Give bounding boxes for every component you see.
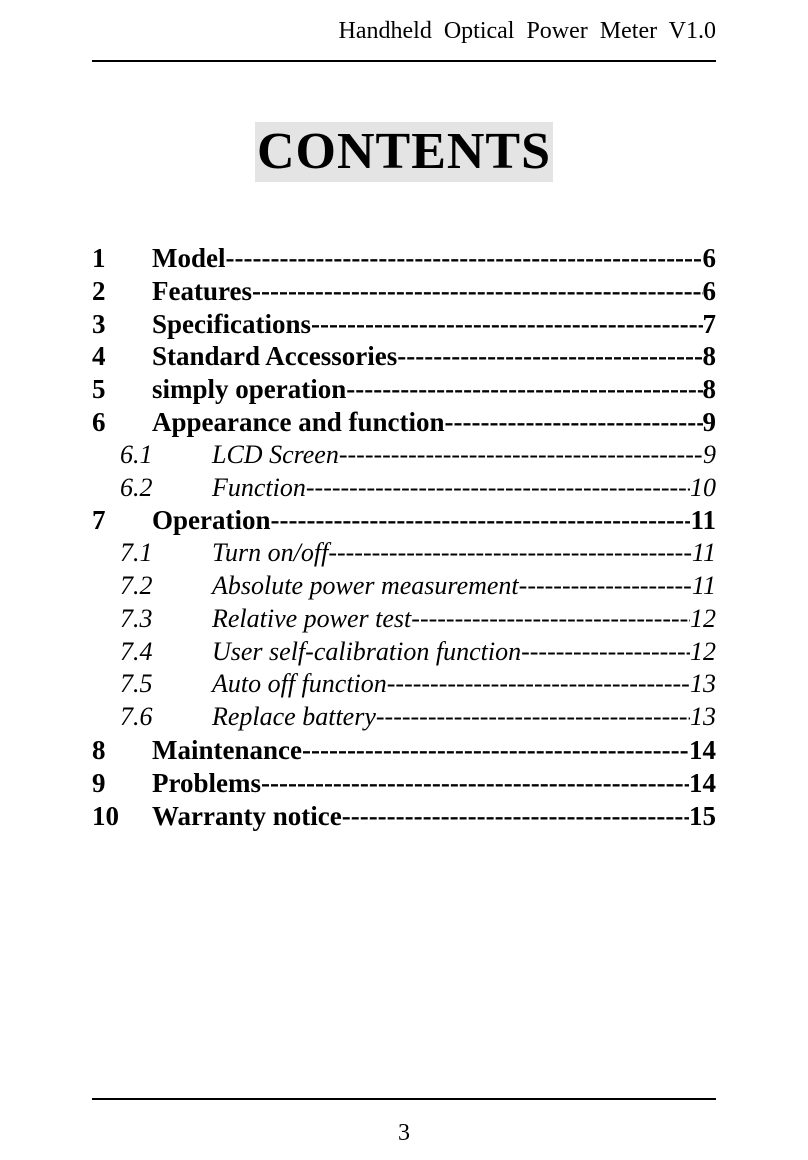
toc-entry-page: 6 [702,243,716,273]
toc-leader-dashes [445,406,703,439]
toc-entry[interactable] [92,701,716,734]
toc-entry-label: Model [152,243,226,273]
toc-leader-dashes [311,308,703,341]
toc-entry-page: 12 [690,636,716,666]
toc-leader-dashes [346,373,702,406]
toc-entry[interactable] [92,668,716,701]
toc-entry-label: Auto off function [212,669,387,699]
toc-entry[interactable] [92,439,716,472]
toc-entry-label: Appearance and function [152,406,445,437]
toc-entry-page: 15 [689,800,716,831]
toc-leader-dashes [376,701,690,734]
toc-entry-number: 10 [92,800,119,831]
toc-entry-page: 7 [702,308,716,339]
toc-entry[interactable] [92,636,716,669]
toc-entry-label: LCD Screen [212,439,339,469]
toc-entry-page: 8 [702,374,716,405]
toc-entry-number: 1 [92,243,106,273]
toc-leader-dashes [252,275,703,308]
toc-entry-number: 9 [92,767,106,798]
toc-entry-number: 6 [92,406,106,437]
toc-entry-page: 8 [702,341,716,372]
toc-entry-number: 6.1 [120,439,153,469]
toc-entry-label: Warranty notice [152,800,342,831]
toc-entry[interactable] [92,275,716,308]
toc-entry-page: 11 [691,570,716,600]
toc-entry-page: 14 [689,734,716,765]
toc-entry[interactable] [92,800,716,833]
page-title: CONTENTS [256,123,552,180]
toc-entry[interactable] [92,373,716,406]
toc-leader-dashes [226,242,703,275]
toc-entry-page: 14 [689,767,716,798]
toc-entry[interactable] [92,472,716,505]
toc-entry-page: 9 [702,406,716,437]
toc-entry-label: User self-calibration function [212,636,522,666]
toc-leader-dashes [519,570,692,603]
toc-entry-number: 8 [92,734,106,765]
toc-leader-dashes [411,603,690,636]
header-rule [92,60,716,62]
toc-entry-label: Features [152,275,252,306]
toc-entry-number: 7.1 [120,538,153,568]
toc-entry-number: 5 [92,374,106,405]
toc-entry-label: Replace battery [212,702,376,732]
toc-entry-number: 7.4 [120,636,153,666]
footer-rule [92,1098,716,1100]
toc-entry[interactable] [92,242,716,275]
toc-entry-number: 7 [92,505,106,536]
toc-leader-dashes [521,636,690,669]
toc-entry-label: Standard Accessories [152,341,398,372]
toc-entry-label: Problems [152,767,261,798]
toc-entry-number: 4 [92,341,106,372]
toc-entry-page: 10 [690,472,716,502]
toc-entry-number: 3 [92,308,106,339]
toc-leader-dashes [271,504,691,537]
toc-entry-number: 7.6 [120,702,153,732]
toc-entry-label: Absolute power measurement [212,570,519,600]
toc-entry-number: 2 [92,275,106,306]
page-number: 3 [398,1120,410,1146]
toc-entry-label: Operation [152,505,271,536]
toc-entry-label: simply operation [152,374,347,405]
toc-entry-page: 13 [690,669,716,699]
toc-entry-label: Maintenance [152,734,302,765]
toc-entry-number: 7.2 [120,570,153,600]
toc-entry-label: Turn on/off [212,538,329,568]
toc-leader-dashes [261,767,689,800]
table-of-contents [92,242,716,832]
title-block [0,122,808,182]
toc-entry-page: 11 [690,505,716,536]
toc-entry[interactable] [92,340,716,373]
toc-entry-page: 9 [703,439,716,469]
toc-entry-page: 13 [690,702,716,732]
toc-entry[interactable] [92,537,716,570]
toc-leader-dashes [342,800,689,833]
toc-entry[interactable] [92,308,716,341]
toc-entry-number: 6.2 [120,472,153,502]
toc-entry-page: 6 [702,275,716,306]
toc-entry-label: Relative power test [212,603,412,633]
toc-leader-dashes [339,439,703,472]
toc-entry-number: 7.3 [120,603,153,633]
toc-entry-label: Specifications [152,308,311,339]
toc-entry[interactable] [92,570,716,603]
toc-entry-number: 7.5 [120,669,153,699]
toc-entry[interactable] [92,406,716,439]
toc-entry-label: Function [212,472,306,502]
toc-entry[interactable] [92,603,716,636]
running-header: Handheld Optical Power Meter V1.0 [338,18,716,44]
toc-leader-dashes [397,340,702,373]
toc-entry[interactable] [92,767,716,800]
toc-entry[interactable] [92,734,716,767]
toc-leader-dashes [328,537,692,570]
toc-entry-page: 12 [690,603,716,633]
toc-leader-dashes [387,668,690,701]
toc-leader-dashes [306,472,690,505]
toc-leader-dashes [302,734,689,767]
toc-entry-page: 11 [691,538,716,568]
toc-entry[interactable] [92,504,716,537]
